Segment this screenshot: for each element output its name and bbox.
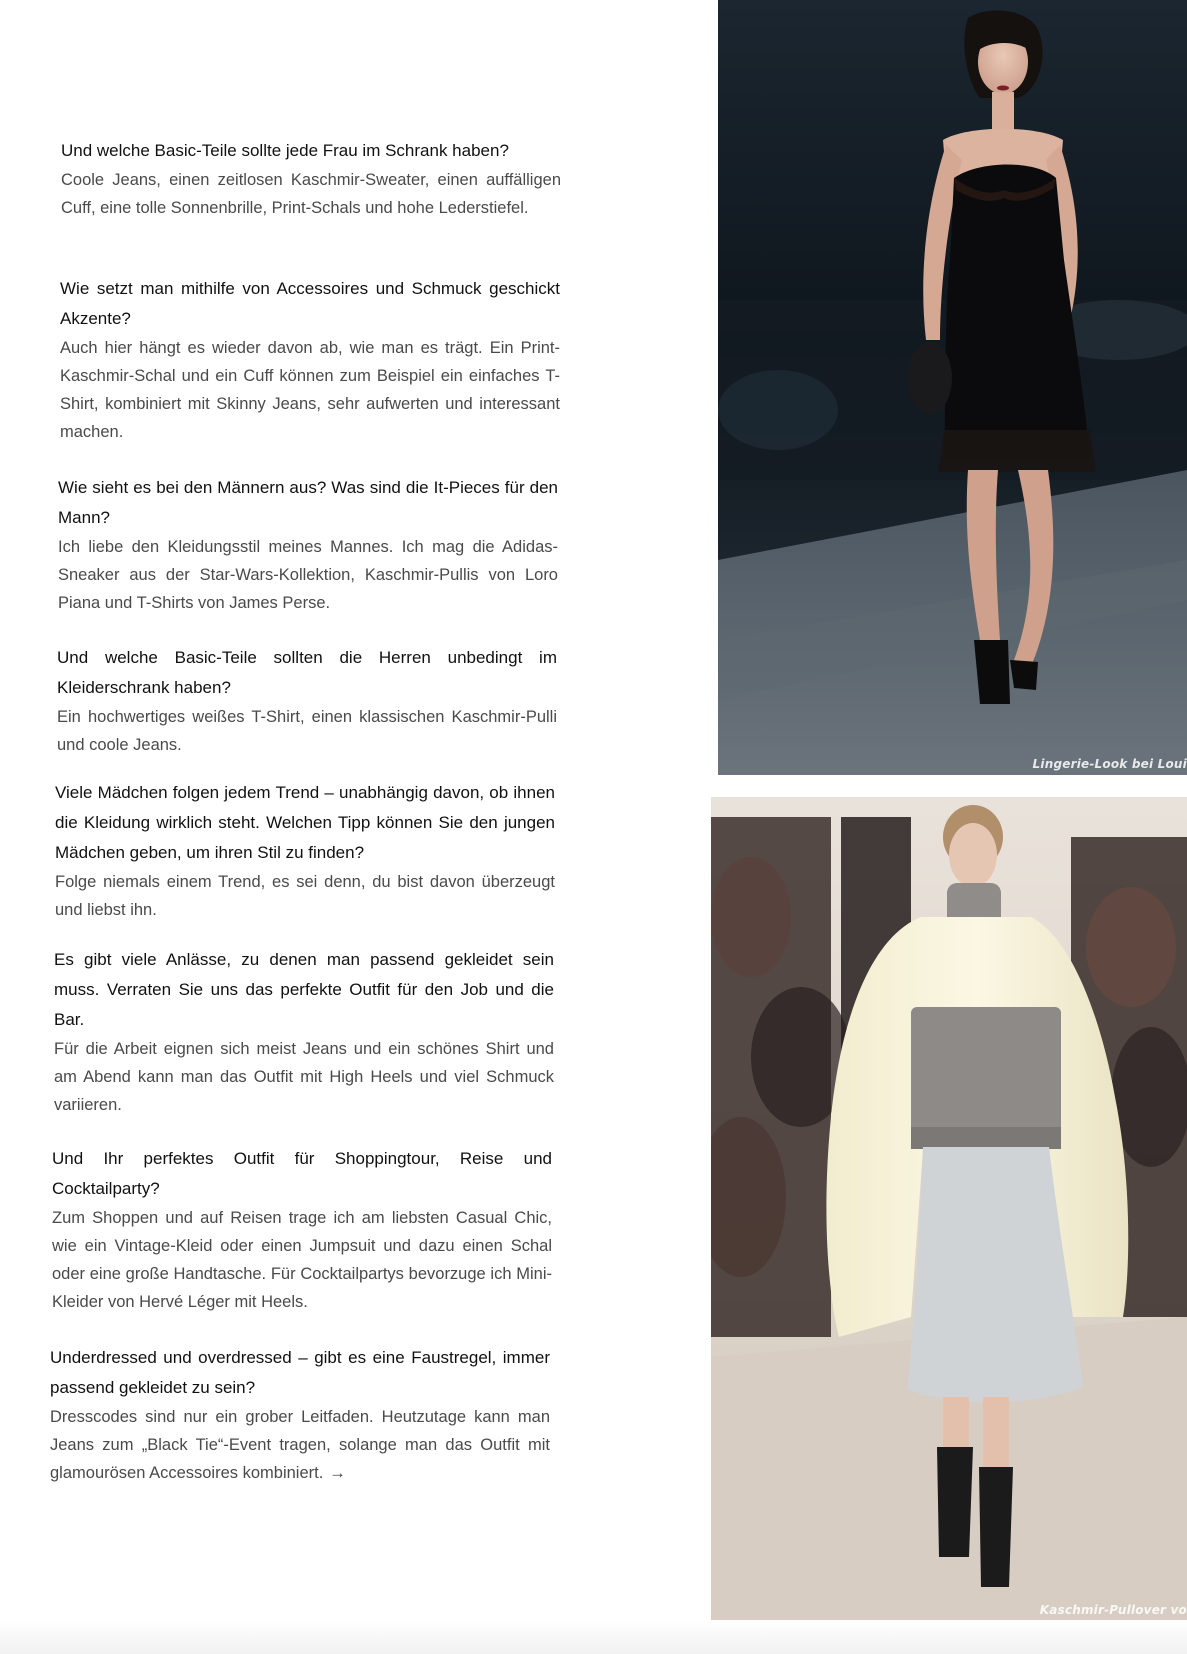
runway-photo-top	[718, 0, 1187, 775]
photo-caption: Kaschmir-Pullover vo	[1039, 1603, 1187, 1617]
answer: Für die Arbeit eignen sich meist Jeans und ein schönes Shirt und am Abend kann man das Outfit mit High Heels und viel Schmuck variieren.	[54, 1040, 554, 1114]
page-bottom-edge	[0, 1620, 1187, 1654]
question: Und Ihr perfektes Outfit für Shoppingtour, Reise und Cocktailparty?	[52, 1149, 552, 1198]
qa-block-7	[52, 1144, 552, 1316]
qa-block-1	[61, 136, 561, 222]
answer: Dresscodes sind nur ein grober Leitfaden. Heutzutage kann man Jeans zum „Black Tie“-Event tragen, solange man das Outfit mit glamourösen Accessoires kombiniert.	[50, 1408, 550, 1482]
question: Viele Mädchen folgen jedem Trend – unabhängig davon, ob ihnen die Kleidung wirklich steht. Welchen Tipp können Sie den jungen Mädchen geben, um ihren Stil zu finden?	[55, 783, 555, 862]
photo-caption: Lingerie-Look bei Loui	[1032, 757, 1187, 771]
answer: Auch hier hängt es wieder davon ab, wie man es trägt. Ein Print-Kaschmir-Schal und ein Cuff können zum Beispiel ein einfaches T-Shirt, kombiniert mit Skinny Jeans, sehr aufwerten und interessant machen.	[60, 339, 560, 441]
qa-block-5	[55, 778, 555, 924]
runway-photo-bottom-illustration	[711, 797, 1187, 1621]
answer-with-arrow	[50, 1403, 550, 1487]
qa-block-6	[54, 945, 554, 1119]
answer: Ich liebe den Kleidungsstil meines Mannes. Ich mag die Adidas-Sneaker aus der Star-Wars-Kollektion, Kaschmir-Pullis von Loro Piana und T-Shirts von James Perse.	[58, 538, 558, 612]
answer: Zum Shoppen und auf Reisen trage ich am liebsten Casual Chic, wie ein Vintage-Kleid oder einen Jumpsuit und dazu einen Schal oder eine große Handtasche. Für Cocktailpartys bevorzuge ich Mini-Kleider von Hervé Léger mit Heels.	[52, 1209, 552, 1311]
question: Es gibt viele Anlässe, zu denen man passend gekleidet sein muss. Verraten Sie uns das perfekte Outfit für den Job und die Bar.	[54, 950, 554, 1029]
answer: Coole Jeans, einen zeitlosen Kaschmir-Sweater, einen auffälligen Cuff, eine tolle Sonnenbrille, Print-Schals und hohe Lederstiefel.	[61, 171, 561, 217]
question: Und welche Basic-Teile sollten die Herren unbedingt im Kleiderschrank haben?	[57, 648, 557, 697]
answer: Folge niemals einem Trend, es sei denn, du bist davon überzeugt und liebst ihn.	[55, 873, 555, 919]
qa-block-8	[50, 1343, 550, 1487]
question: Wie sieht es bei den Männern aus? Was sind die It-Pieces für den Mann?	[58, 478, 558, 527]
question: Underdressed und overdressed – gibt es eine Faustregel, immer passend gekleidet zu sein?	[50, 1348, 550, 1397]
qa-block-2	[60, 274, 560, 446]
answer: Ein hochwertiges weißes T-Shirt, einen klassischen Kaschmir-Pulli und coole Jeans.	[57, 708, 557, 754]
question: Und welche Basic-Teile sollte jede Frau im Schrank haben?	[61, 141, 509, 160]
qa-block-4	[57, 643, 557, 759]
question: Wie setzt man mithilfe von Accessoires und Schmuck geschickt Akzente?	[60, 279, 560, 328]
qa-block-3	[58, 473, 558, 617]
runway-photo-top-illustration	[718, 0, 1187, 775]
runway-photo-bottom	[711, 797, 1187, 1621]
continue-arrow-icon: →	[329, 1464, 346, 1482]
